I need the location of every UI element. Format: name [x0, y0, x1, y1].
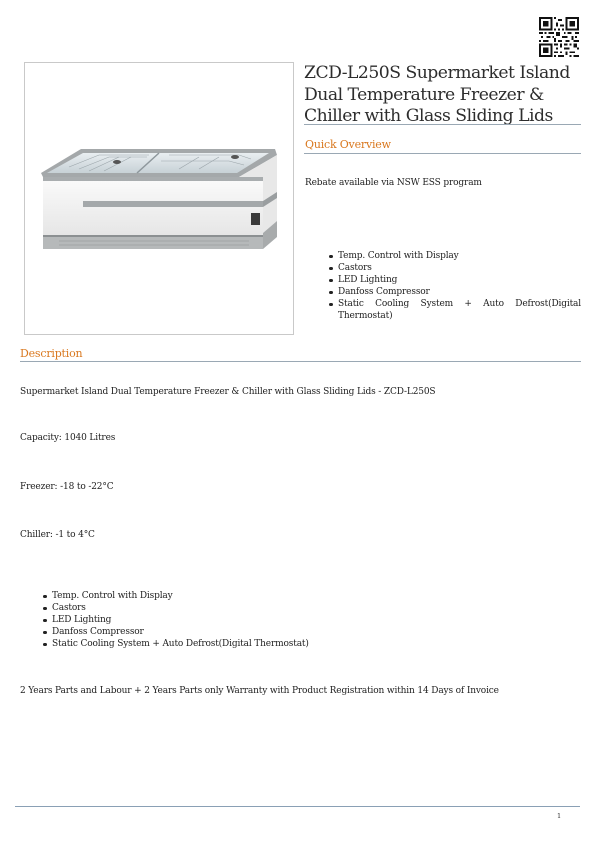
list-item: Static Cooling System + Auto Defrost(Digital Thermostat): [41, 638, 341, 650]
chiller-range-text: Chiller: -1 to 4°C: [20, 530, 95, 540]
list-item: LED Lighting: [41, 614, 341, 626]
quick-overview-divider: [304, 153, 581, 154]
freezer-illustration: [39, 147, 281, 255]
list-item: LED Lighting: [327, 274, 581, 286]
freezer-range-text: Freezer: -18 to -22°C: [20, 482, 114, 492]
description-heading: Description: [20, 347, 83, 360]
description-feature-list: [41, 590, 341, 650]
list-item: Temp. Control with Display: [327, 250, 581, 262]
quick-overview-heading: Quick Overview: [305, 138, 391, 151]
title-divider: [304, 124, 581, 125]
rebate-note: Rebate available via NSW ESS program: [305, 178, 482, 188]
list-item: Danfoss Compressor: [41, 626, 341, 638]
list-item: Danfoss Compressor: [327, 286, 581, 298]
description-divider: [20, 361, 581, 362]
description-intro: Supermarket Island Dual Temperature Freezer & Chiller with Glass Sliding Lids - ZCD-L250S: [20, 387, 436, 397]
list-item: Temp. Control with Display: [41, 590, 341, 602]
list-item: Castors: [41, 602, 341, 614]
page-number: 1: [557, 812, 562, 820]
warranty-text: 2 Years Parts and Labour + 2 Years Parts only Warranty with Product Registration within 14 Days of Invoice: [20, 686, 499, 696]
product-title: ZCD-L250S Supermarket Island Dual Temperature Freezer & Chiller with Glass Sliding Lids: [304, 63, 570, 126]
list-item: Castors: [327, 262, 581, 274]
qr-code-icon: [539, 17, 579, 57]
list-item: Static Cooling System + Auto Defrost(Digital Thermostat): [327, 298, 581, 322]
quick-overview-feature-list: [327, 250, 581, 322]
footer-divider: [15, 806, 580, 807]
product-image: [24, 62, 294, 335]
capacity-text: Capacity: 1040 Litres: [20, 433, 116, 443]
